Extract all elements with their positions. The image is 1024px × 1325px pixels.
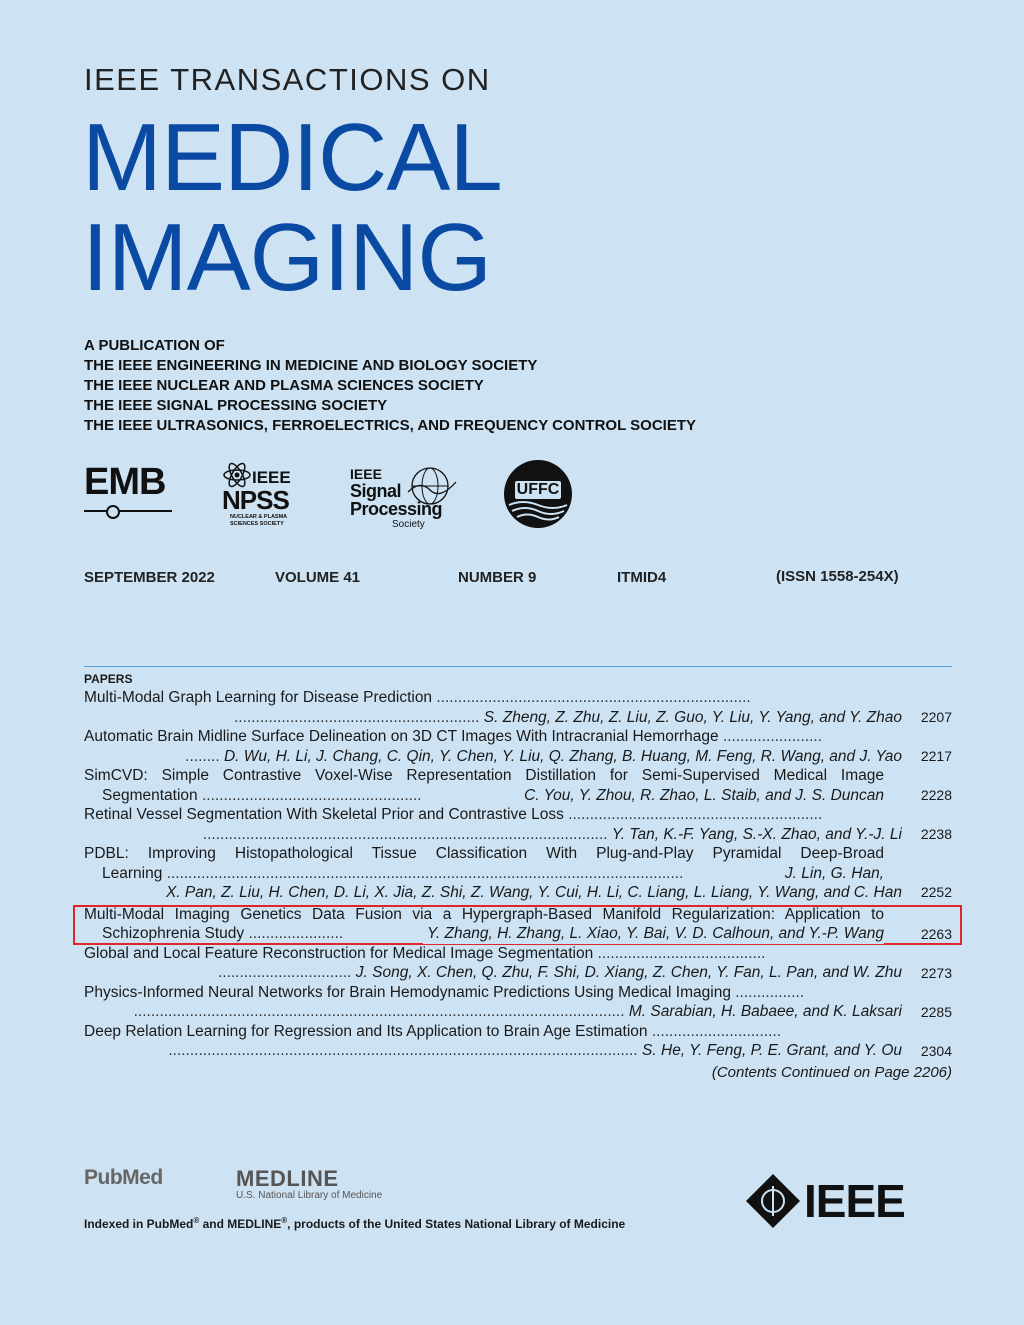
divider <box>84 666 952 667</box>
toc-entry[interactable]: PDBL: Improving Histopathological Tissue Classification With Plug-and-Play Pyramidal Deep-Broad Learning ........................................................................................................................ J. Lin, G. Han, X. Pan, Z. Liu, H. Chen, D. Li, X. Jia, Z. Shi, Z. Wang, Y. Cui, H. Li, C. Liang, L. Liang, Y. Wang, and C. Han 2252 <box>84 845 952 901</box>
reg-mark: ® <box>281 1216 288 1225</box>
toc-entry[interactable]: Multi-Modal Graph Learning for Disease Prediction ......................................................................... ......................................................... S. Zheng, Z. Zhu, Z. Liu, Z. Guo, Y. Liu, Y. Yang, and Y. Zhao 2207 <box>84 689 952 726</box>
toc-title: SimCVD: Simple Contrastive Voxel-Wise Representation Distillation for Semi-Supervised Medical Image <box>84 767 884 784</box>
publisher-line: THE IEEE ENGINEERING IN MEDICINE AND BIOLOGY SOCIETY <box>84 357 538 374</box>
toc-entry[interactable]: Retinal Vessel Segmentation With Skeletal Prior and Contrastive Loss ........................................................... .............................................................................................. Y. Tan, K.-F. Yang, S.-X. Zhao, and Y.-J. Li 2238 <box>84 806 952 843</box>
toc-page: 2252 <box>920 884 952 900</box>
toc-page: 2304 <box>920 1042 952 1059</box>
index-text-a: Indexed in PubMed <box>84 1217 194 1231</box>
uffc-text: UFFC <box>516 481 560 498</box>
npss-logo <box>222 460 302 530</box>
toc-authors: D. Wu, H. Li, J. Chang, C. Qin, Y. Chen, Y. Liu, Q. Zhang, B. Huang, M. Feng, R. Wang, and J. Yao <box>223 747 902 765</box>
toc-title: Global and Local Feature Reconstruction for Medical Image Segmentation <box>84 944 594 962</box>
pubmed-text: PubMed <box>84 1166 163 1189</box>
publisher-block <box>84 336 696 436</box>
issn: (ISSN 1558-254X) <box>776 568 899 585</box>
ieee-diamond-icon <box>744 1172 802 1230</box>
index-text-c: , products of the United States National Library of Medicine <box>287 1217 626 1231</box>
sps-processing-text: Processing <box>350 499 443 519</box>
toc-page: 2273 <box>920 964 952 981</box>
emb-logo-text: EMB <box>84 461 166 503</box>
toc-title: Automatic Brain Midline Surface Delineation on 3D CT Images With Intracranial Hemorrhage <box>84 728 719 745</box>
toc-title: Multi-Modal Imaging Genetics Data Fusion via a Hypergraph-Based Manifold Regularization: Application to <box>84 905 884 923</box>
toc-title-cont: Segmentation <box>102 786 198 804</box>
npss-sub1: NUCLEAR & PLASMA <box>230 514 288 520</box>
sps-society-text: Society <box>392 519 425 530</box>
index-text-b: and MEDLINE <box>199 1217 282 1231</box>
indexing-note <box>84 1216 625 1231</box>
series-title: IEEE TRANSACTIONS ON <box>84 62 491 97</box>
npss-ieee-text: IEEE <box>252 468 291 487</box>
toc-page: 2217 <box>920 748 952 764</box>
journal-code: ITMID4 <box>617 569 667 586</box>
sps-signal-text: Signal <box>350 481 402 501</box>
toc-authors: C. You, Y. Zhou, R. Zhao, L. Staib, and J. S. Duncan <box>520 786 884 806</box>
ieee-text: IEEE <box>804 1175 905 1227</box>
toc-title: Multi-Modal Graph Learning for Disease Prediction <box>84 689 433 706</box>
uffc-logo <box>503 459 573 529</box>
toc-page: 2207 <box>920 709 952 725</box>
publisher-line: THE IEEE ULTRASONICS, FERROELECTRICS, AND FREQUENCY CONTROL SOCIETY <box>84 417 696 434</box>
issue-number: NUMBER 9 <box>458 569 537 586</box>
journal-title-line1: MEDICAL <box>82 104 502 211</box>
toc-authors: J. Song, X. Chen, Q. Zhu, F. Shi, D. Xiang, Z. Chen, Y. Fan, L. Pan, and W. Zhu <box>355 964 902 981</box>
issue-date: SEPTEMBER 2022 <box>84 569 215 586</box>
sps-logo <box>350 462 460 532</box>
toc-title: Physics-Informed Neural Networks for Brain Hemodynamic Predictions Using Medical Imaging <box>84 983 731 1001</box>
toc-entry[interactable]: Automatic Brain Midline Surface Delineation on 3D CT Images With Intracranial Hemorrhage ....................... ........ D. Wu, H. Li, J. Chang, C. Qin, Y. Chen, Y. Liu, Q. Zhang, B. Huang, M. Feng, R. Wang, and J. Yao 2217 <box>84 728 952 765</box>
issue-volume: VOLUME 41 <box>275 569 361 586</box>
publisher-line: A PUBLICATION OF <box>84 337 225 354</box>
toc-title: Retinal Vessel Segmentation With Skeletal Prior and Contrastive Loss <box>84 806 564 823</box>
medline-subtext: U.S. National Library of Medicine <box>236 1190 383 1201</box>
medline-logo <box>236 1168 406 1204</box>
toc-page: 2285 <box>920 1003 952 1020</box>
toc-entry[interactable]: Global and Local Feature Reconstruction for Medical Image Segmentation ....................................... ............................... J. Song, X. Chen, Q. Zhu, F. Shi, D. Xiang, Z. Chen, Y. Fan, L. Pan, and W. Zhu 2273 <box>84 944 952 981</box>
toc-authors: S. He, Y. Feng, P. E. Grant, and Y. Ou <box>642 1042 902 1059</box>
toc-authors-lead: J. Lin, G. Han, <box>781 864 884 884</box>
toc-entry[interactable]: SimCVD: Simple Contrastive Voxel-Wise Representation Distillation for Semi-Supervised Medical Image Segmentation ................................................... C. You, Y. Zhou, R. Zhao, L. Staib, and J. S. Duncan 2228 <box>84 767 952 804</box>
contents-continued: (Contents Continued on Page 2206) <box>711 1064 952 1081</box>
toc-authors: Y. Zhang, H. Zhang, L. Xiao, Y. Bai, V. D. Calhoun, and Y.-P. Wang <box>423 924 884 944</box>
publisher-line: THE IEEE NUCLEAR AND PLASMA SCIENCES SOCIETY <box>84 377 484 394</box>
npss-text: NPSS <box>222 485 289 515</box>
medline-text: MEDLINE <box>236 1166 339 1191</box>
toc-title: PDBL: Improving Histopathological Tissue Classification With Plug-and-Play Pyramidal Deep-Broad <box>84 845 884 862</box>
toc-entry[interactable]: Physics-Informed Neural Networks for Brain Hemodynamic Predictions Using Medical Imaging ................ .................................................................................................................. M. Sarabian, H. Babaee, and K. Laksari 2285 <box>84 983 952 1020</box>
emb-logo <box>84 462 176 522</box>
npss-sub2: SCIENCES SOCIETY <box>230 521 284 527</box>
toc-authors: S. Zheng, Z. Zhu, Z. Liu, Z. Guo, Y. Liu, Y. Yang, and Y. Zhao <box>483 708 902 726</box>
section-label: PAPERS <box>84 672 133 686</box>
toc-entry[interactable]: Deep Relation Learning for Regression and Its Application to Brain Age Estimation .............................. ............................................................................................................. S. He, Y. Feng, P. E. Grant, and Y. Ou 2304 <box>84 1022 952 1059</box>
toc-title: Deep Relation Learning for Regression and Its Application to Brain Age Estimation <box>84 1022 648 1040</box>
publisher-line: THE IEEE SIGNAL PROCESSING SOCIETY <box>84 397 388 414</box>
reg-mark: ® <box>193 1216 200 1225</box>
toc-authors: M. Sarabian, H. Babaee, and K. Laksari <box>628 1003 902 1020</box>
toc-entry-highlighted[interactable]: Multi-Modal Imaging Genetics Data Fusion via a Hypergraph-Based Manifold Regularization: Application to Schizophrenia Study ...................... Y. Zhang, H. Zhang, L. Xiao, Y. Bai, V. D. Calhoun, and Y.-P. Wang 2263 <box>84 905 952 944</box>
pubmed-logo <box>84 1166 194 1202</box>
journal-title-line2: IMAGING <box>82 204 492 311</box>
sps-ieee-text: IEEE <box>350 466 382 482</box>
toc-authors: X. Pan, Z. Liu, H. Chen, D. Li, X. Jia, Z. Shi, Z. Wang, Y. Cui, H. Li, C. Liang, L. Liang, Y. Wang, and C. Han <box>165 884 902 901</box>
toc-title-cont: Learning <box>102 864 163 882</box>
toc-page: 2238 <box>920 826 952 842</box>
toc-page: 2263 <box>920 925 952 942</box>
toc-authors: Y. Tan, K.-F. Yang, S.-X. Zhao, and Y.-J. Li <box>611 825 902 843</box>
ieee-logo <box>744 1172 934 1232</box>
toc-page: 2228 <box>920 787 952 803</box>
table-of-contents <box>84 688 952 1061</box>
toc-title-cont: Schizophrenia Study <box>102 925 245 942</box>
